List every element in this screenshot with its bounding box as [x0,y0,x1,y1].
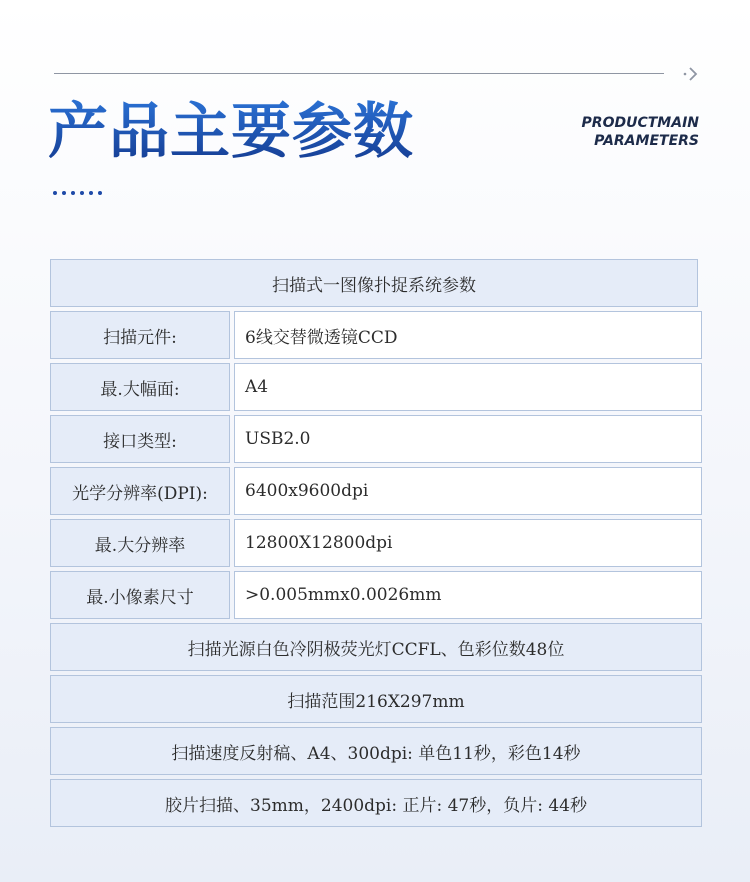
subtitle-line-1: PRODUCTMAIN [581,115,699,131]
double-chevron-right-icon [682,64,702,84]
decorative-dots [53,191,102,195]
table-heading-row [50,259,702,307]
param-value: 6400x9600dpi [234,467,702,515]
table-row [50,571,702,619]
param-value: USB2.0 [234,415,702,463]
table-row [50,363,702,411]
table-note-row [50,779,702,827]
table-note-row [50,623,702,671]
header-divider-line [54,73,664,74]
dot-icon [98,191,102,195]
param-label: 最.大分辨率 [50,519,230,567]
table-row [50,311,702,359]
param-label: 最.大幅面: [50,363,230,411]
table-row [50,415,702,463]
param-label: 最.小像素尺寸 [50,571,230,619]
param-value: 6线交替微透镜CCD [234,311,702,359]
table-note: 扫描光源白色冷阴极荧光灯CCFL、色彩位数48位 [50,623,702,671]
table-note-row [50,675,702,723]
table-note-row [50,727,702,775]
table-row [50,519,702,567]
dot-icon [80,191,84,195]
dot-icon [89,191,93,195]
page-subtitle [582,114,699,150]
param-value: >0.005mmx0.0026mm [234,571,702,619]
dot-icon [53,191,57,195]
table-note: 胶片扫描、35mm，2400dpi: 正片: 47秒，负片: 44秒 [50,779,702,827]
page-title: 产品主要参数 [48,97,414,167]
parameters-table [50,259,702,831]
param-label: 接口类型: [50,415,230,463]
table-heading: 扫描式一图像扑捉系统参数 [50,259,698,307]
param-label: 光学分辨率(DPI): [50,467,230,515]
param-label: 扫描元件: [50,311,230,359]
dot-icon [62,191,66,195]
table-row [50,467,702,515]
dot-icon [71,191,75,195]
subtitle-line-2: PARAMETERS [594,133,699,149]
table-note: 扫描范围216X297mm [50,675,702,723]
param-value: A4 [234,363,702,411]
table-note: 扫描速度反射稿、A4、300dpi: 单色11秒，彩色14秒 [50,727,702,775]
param-value: 12800X12800dpi [234,519,702,567]
